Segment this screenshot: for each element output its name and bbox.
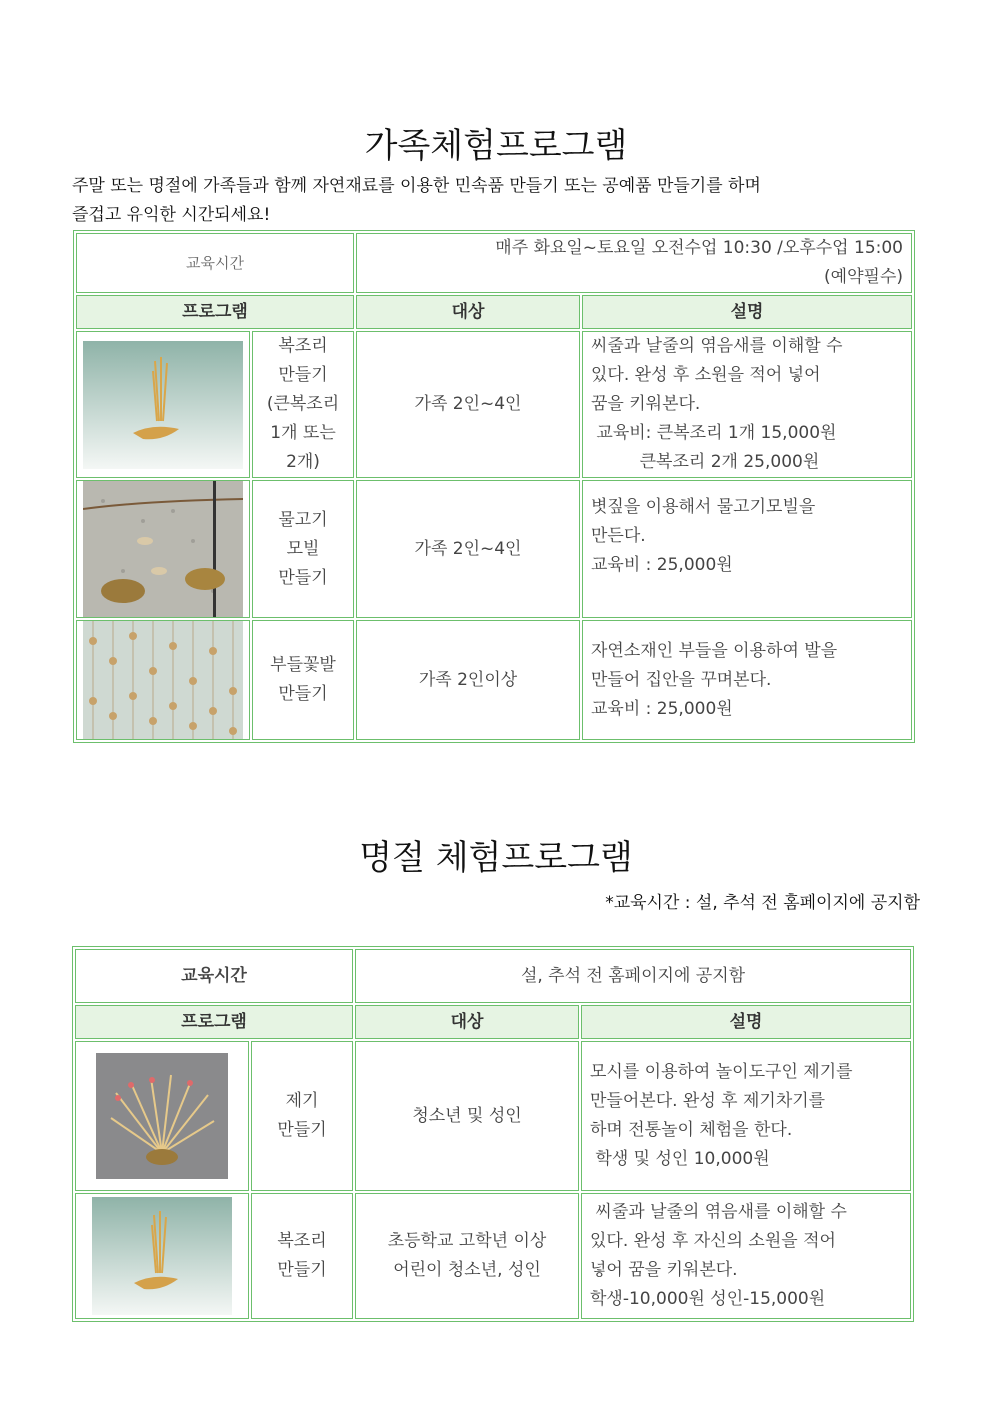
program-name-line: 만들기 xyxy=(277,1120,327,1140)
desc-line: 만들어 집안을 꾸며본다. xyxy=(591,669,772,690)
image-cell xyxy=(76,620,250,740)
image-cell xyxy=(76,480,250,618)
program-name-line: 만들기 xyxy=(278,365,328,385)
image-cell xyxy=(75,1193,249,1319)
table-row xyxy=(76,620,912,740)
program-name-line: 부들꽃발 xyxy=(270,655,336,675)
header-target: 대상 xyxy=(355,1005,579,1039)
image-cell xyxy=(75,1041,249,1191)
family-intro xyxy=(72,172,922,230)
desc-line: 모시를 이용하여 놀이도구인 제기를 xyxy=(590,1062,853,1082)
time-label: 교육시간 xyxy=(76,233,354,293)
target-line: 초등학교 고학년 이상 xyxy=(387,1231,547,1251)
jegi-photo xyxy=(96,1053,228,1179)
desc-line: 교육비 : 25,000원 xyxy=(591,698,733,719)
desc-cell xyxy=(582,620,912,740)
program-name-line: 복조리 xyxy=(278,336,328,356)
target-cell xyxy=(355,1193,579,1319)
program-name-cell xyxy=(251,1193,353,1319)
header-target: 대상 xyxy=(356,295,580,329)
target-cell: 가족 2인~4인 xyxy=(356,331,580,478)
program-name-line: 제기 xyxy=(285,1091,319,1111)
desc-line: 하며 전통놀이 체험을 한다. xyxy=(590,1120,793,1140)
program-name-cell xyxy=(252,331,354,478)
desc-line: 있다. 완성 후 소원을 적어 넣어 xyxy=(591,365,821,385)
desc-cell xyxy=(582,331,912,478)
desc-cell xyxy=(582,480,912,618)
desc-line: 있다. 완성 후 자신의 소원을 적어 xyxy=(590,1231,836,1251)
target-line: 어린이 청소년, 성인 xyxy=(393,1260,541,1280)
time-label: 교육시간 xyxy=(75,949,353,1003)
desc-cell xyxy=(581,1041,911,1191)
desc-line: 만든다. xyxy=(591,526,646,546)
table-row xyxy=(75,1193,911,1319)
family-program-table xyxy=(73,230,915,743)
desc-line: 교육비 : 25,000원 xyxy=(591,555,733,575)
header-program: 프로그램 xyxy=(76,295,354,329)
header-desc: 설명 xyxy=(582,295,912,329)
desc-line: 자연소재인 부들을 이용하여 발을 xyxy=(591,640,838,661)
time-value-line-1: 매주 화요일~토요일 오전수업 10:30 /오후수업 15:00 xyxy=(495,238,903,258)
program-name-line: 만들기 xyxy=(277,1260,327,1280)
desc-line: 만들어본다. 완성 후 제기차기를 xyxy=(590,1091,826,1111)
program-name-line: 모빌 xyxy=(286,538,320,559)
holiday-program-table xyxy=(72,946,914,1322)
program-name-line: 만들기 xyxy=(278,567,328,588)
fish-mobile-photo xyxy=(83,481,243,617)
table-row xyxy=(75,1041,911,1191)
table-row xyxy=(76,331,912,478)
target-cell: 가족 2인이상 xyxy=(356,620,580,740)
table-row xyxy=(76,480,912,618)
desc-line: 씨줄과 날줄의 엮음새를 이해할 수 xyxy=(590,1202,847,1222)
desc-line: 볏짚을 이용해서 물고기모빌을 xyxy=(591,497,816,517)
desc-line: 넣어 꿈을 키워본다. xyxy=(590,1260,738,1280)
program-name-line: 만들기 xyxy=(278,684,328,704)
image-cell xyxy=(76,331,250,478)
holiday-title: 명절 체험프로그램 xyxy=(359,838,633,878)
target-line: 청소년 및 성인 xyxy=(412,1105,522,1126)
desc-line: 학생 및 성인 10,000원 xyxy=(590,1149,770,1169)
desc-line: 씨줄과 날줄의 엮음새를 이해할 수 xyxy=(591,336,843,356)
bokjori-photo xyxy=(83,341,243,469)
program-name-cell xyxy=(252,620,354,740)
time-value xyxy=(356,233,912,293)
intro-line-2: 즐겁고 유익한 시간되세요! xyxy=(72,205,271,225)
program-name-line: 2개) xyxy=(286,452,320,472)
program-name-line: 물고기 xyxy=(278,509,328,530)
header-program: 프로그램 xyxy=(75,1005,353,1039)
desc-line: 큰복조리 2개 25,000원 xyxy=(591,452,820,472)
desc-line: 교육비: 큰복조리 1개 15,000원 xyxy=(591,423,837,443)
program-name-line: 복조리 xyxy=(277,1231,327,1251)
time-value-line-2: (예약필수) xyxy=(824,267,903,287)
target-cell xyxy=(355,1041,579,1191)
bokjori-photo xyxy=(92,1197,232,1315)
intro-line-1: 주말 또는 명절에 가족들과 함께 자연재료를 이용한 민속품 만들기 또는 공예품 만들기를 하며 xyxy=(72,176,761,196)
header-desc: 설명 xyxy=(581,1005,911,1039)
program-name-line: 1개 또는 xyxy=(270,423,336,443)
family-title: 가족체험프로그램 xyxy=(364,126,628,166)
cattail-curtain-photo xyxy=(83,621,243,739)
desc-line: 꿈을 키워본다. xyxy=(591,394,701,414)
time-value: 설, 추석 전 홈페이지에 공지함 xyxy=(355,949,911,1003)
desc-cell xyxy=(581,1193,911,1319)
program-name-cell xyxy=(251,1041,353,1191)
holiday-note: *교육시간 : 설, 추석 전 홈페이지에 공지함 xyxy=(605,893,920,913)
program-name-cell xyxy=(252,480,354,618)
target-cell: 가족 2인~4인 xyxy=(356,480,580,618)
desc-line: 학생-10,000원 성인-15,000원 xyxy=(590,1289,826,1309)
program-name-line: (큰복조리 xyxy=(266,394,340,414)
